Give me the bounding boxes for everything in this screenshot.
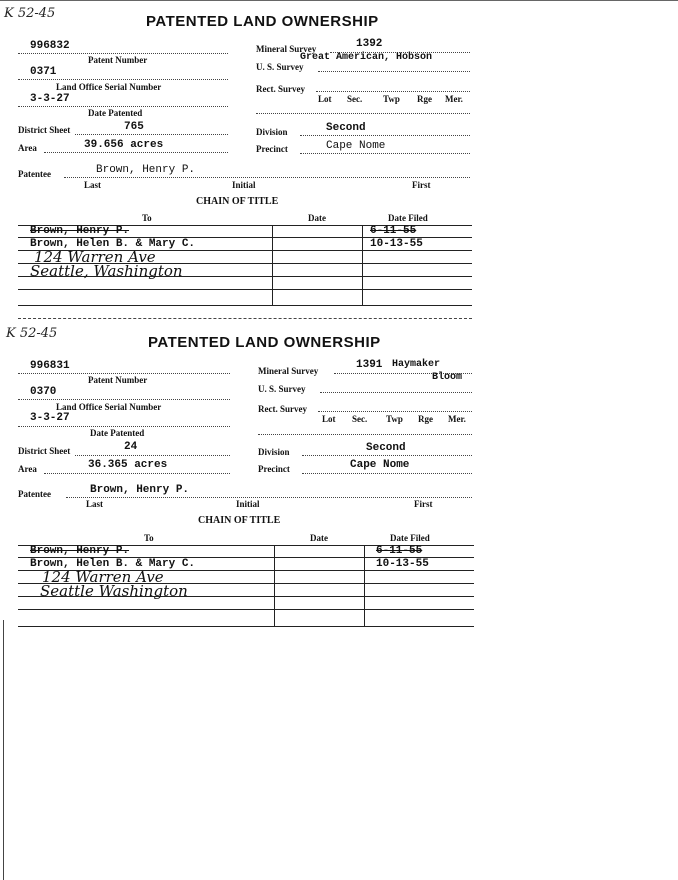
precinct-value: Cape Nome — [350, 459, 410, 471]
rect-survey-label: Rect. Survey — [256, 84, 305, 94]
rule — [75, 134, 228, 135]
date-patented-value: 3-3-27 — [30, 93, 70, 105]
chain-of-title-heading: CHAIN OF TITLE — [196, 196, 279, 207]
rule — [256, 113, 470, 114]
chain-row-2-filed: 10-13-55 — [376, 558, 429, 570]
patentee-value: Brown, Henry P. — [90, 484, 190, 496]
rule — [66, 497, 472, 498]
date-patented-label: Date Patented — [88, 108, 143, 118]
rule — [318, 411, 472, 412]
handwritten-address-line-1: 124 Warren Ave — [42, 568, 164, 586]
rule — [302, 455, 472, 456]
area-value: 39.656 acres — [84, 139, 164, 151]
patentee-label: Patentee — [18, 169, 51, 179]
col-divider — [364, 545, 365, 626]
chain-header-to: To — [142, 213, 152, 223]
date-patented-label: Date Patented — [90, 428, 145, 438]
chain-row-2-to: Brown, Helen B. & Mary C. — [30, 238, 196, 250]
rect-col-sec: Sec. — [352, 414, 368, 424]
patent-number-label: Patent Number — [88, 375, 148, 385]
rect-col-twp: Twp — [386, 414, 403, 424]
area-value: 36.365 acres — [88, 459, 168, 471]
rect-col-rge: Rge — [418, 414, 433, 424]
precinct-label: Precinct — [256, 144, 288, 154]
col-divider — [274, 545, 275, 626]
area-label: Area — [18, 143, 37, 153]
rect-col-lot: Lot — [322, 414, 336, 424]
rect-col-twp: Twp — [383, 94, 400, 104]
top-border — [0, 0, 678, 2]
patent-number-label: Patent Number — [88, 55, 148, 65]
handwritten-address-line-2: Seattle, Washington — [30, 262, 183, 280]
division-value: Second — [326, 122, 366, 134]
card-title: PATENTED LAND OWNERSHIP — [146, 13, 379, 30]
name-part-initial: Initial — [232, 180, 256, 190]
chain-header-to: To — [144, 533, 154, 543]
rule — [302, 473, 472, 474]
mineral-survey-name: Haymaker — [392, 359, 441, 370]
patentee-label: Patentee — [18, 489, 51, 499]
rect-col-sec: Sec. — [347, 94, 363, 104]
land-office-serial-value: 0371 — [30, 66, 57, 78]
division-value: Second — [366, 442, 406, 454]
rule — [316, 91, 470, 92]
precinct-value: Cape Nome — [326, 140, 386, 152]
chain-header-date: Date — [308, 213, 326, 223]
precinct-label: Precinct — [258, 464, 290, 474]
name-part-first: First — [414, 499, 433, 509]
corner-note: K 52-45 — [4, 6, 56, 21]
division-label: Division — [258, 447, 290, 457]
rule — [18, 106, 228, 107]
chain-row-2-filed: 10-13-55 — [370, 238, 423, 250]
mineral-survey-label: Mineral Survey — [256, 44, 317, 54]
rule — [18, 426, 230, 427]
name-part-first: First — [412, 180, 431, 190]
patentee-value: Brown, Henry P. — [96, 164, 196, 176]
rule — [300, 153, 470, 154]
rect-col-mer: Mer. — [448, 414, 466, 424]
rule — [320, 392, 472, 393]
chain-header-filed: Date Filed — [390, 533, 430, 543]
mineral-survey-name-2: Bloom — [432, 372, 463, 383]
land-office-serial-label: Land Office Serial Number — [56, 82, 162, 92]
left-border — [3, 620, 4, 880]
rule — [18, 399, 230, 400]
mineral-survey-value: 1391 — [356, 359, 383, 371]
chain-header-date: Date — [310, 533, 328, 543]
chain-header-filed: Date Filed — [388, 213, 428, 223]
chain-row-1-to: Brown, Henry P. — [30, 225, 130, 237]
rule — [18, 79, 228, 80]
rule — [318, 71, 470, 72]
handwritten-address-line-1: 124 Warren Ave — [34, 248, 156, 266]
area-label: Area — [18, 464, 37, 474]
card-title: PATENTED LAND OWNERSHIP — [148, 334, 381, 351]
rule — [44, 152, 228, 153]
us-survey-label: U. S. Survey — [256, 62, 304, 72]
rule — [44, 473, 230, 474]
col-divider — [272, 225, 273, 305]
rect-col-rge: Rge — [417, 94, 432, 104]
rule — [18, 609, 474, 610]
col-divider — [362, 225, 363, 305]
corner-note: K 52-45 — [6, 326, 58, 341]
district-sheet-label: District Sheet — [18, 446, 71, 456]
mineral-survey-value: 1392 — [356, 38, 383, 50]
division-label: Division — [256, 127, 288, 137]
rule — [18, 305, 472, 306]
rule — [18, 53, 228, 54]
name-part-last: Last — [84, 180, 102, 190]
district-sheet-value: 24 — [124, 441, 138, 453]
chain-of-title-heading: CHAIN OF TITLE — [198, 515, 281, 526]
card-separator — [18, 318, 472, 319]
rule — [75, 455, 230, 456]
name-part-last: Last — [86, 499, 104, 509]
rule — [18, 373, 230, 374]
rule — [64, 177, 470, 178]
rect-col-lot: Lot — [318, 94, 332, 104]
mineral-survey-name: Great American, Hobson — [300, 52, 433, 63]
patent-number-value: 996832 — [30, 40, 70, 52]
rect-survey-label: Rect. Survey — [258, 404, 307, 414]
chain-row-2-to: Brown, Helen B. & Mary C. — [30, 558, 196, 570]
district-sheet-label: District Sheet — [18, 125, 71, 135]
rule — [258, 434, 472, 435]
patent-number-value: 996831 — [30, 360, 70, 372]
rect-col-mer: Mer. — [445, 94, 463, 104]
date-patented-value: 3-3-27 — [30, 412, 70, 424]
mineral-survey-label: Mineral Survey — [258, 366, 319, 376]
rule — [18, 289, 472, 290]
name-part-initial: Initial — [236, 499, 260, 509]
land-office-serial-label: Land Office Serial Number — [56, 402, 162, 412]
district-sheet-value: 765 — [124, 121, 144, 133]
land-office-serial-value: 0370 — [30, 386, 57, 398]
chain-row-1-filed: 6-11-55 — [376, 545, 423, 557]
chain-row-1-to: Brown, Henry P. — [30, 545, 130, 557]
handwritten-address-line-2: Seattle Washington — [40, 582, 188, 600]
chain-row-1-filed: 6-11-55 — [370, 225, 417, 237]
us-survey-label: U. S. Survey — [258, 384, 306, 394]
rule — [18, 626, 474, 627]
rule — [300, 135, 470, 136]
